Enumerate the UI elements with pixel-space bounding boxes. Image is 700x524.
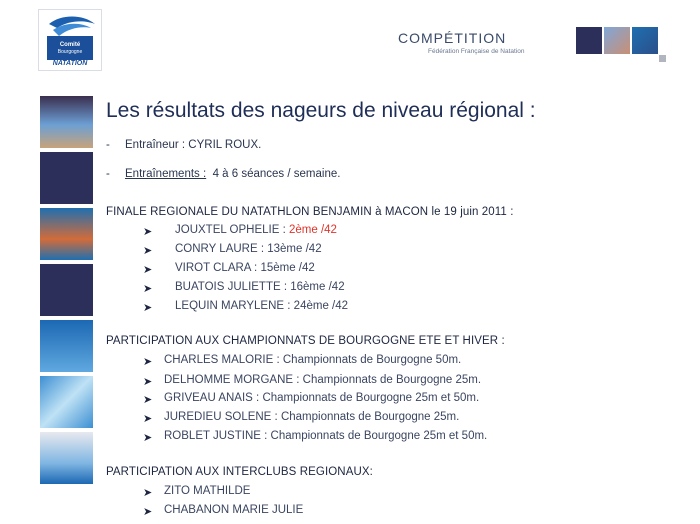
athlete-name: BUATOIS JULIETTE : <box>175 281 288 293</box>
athlete-name: GRIVEAU ANAIS : <box>164 392 260 404</box>
bullet-arrow-icon: ➤ <box>143 226 153 238</box>
bullet-arrow-icon: ➤ <box>143 487 153 499</box>
athlete-result: 24ème /42 <box>293 300 349 312</box>
athlete-result: 15ème /42 <box>260 262 315 274</box>
athlete-result: Championnats de Bourgogne 50m. <box>282 354 462 366</box>
list-item <box>164 392 479 404</box>
bullet-arrow-icon: ➤ <box>143 413 153 425</box>
photo-strip <box>40 96 93 484</box>
header-image-tiles <box>576 27 658 54</box>
list-item <box>164 430 487 442</box>
svg-text:Bourgogne: Bourgogne <box>57 49 83 55</box>
athlete-result: 2ème /42 <box>288 224 337 236</box>
trainings-line: - Entraînements : 4 à 6 séances / semaine. <box>106 168 341 180</box>
bullet-arrow-icon: ➤ <box>143 264 153 276</box>
federation-logo <box>38 9 102 71</box>
athlete-name: VIROT CLARA : <box>175 262 258 274</box>
athlete-name: JOUXTEL OPHELIE : <box>175 224 286 236</box>
list-item <box>164 411 459 423</box>
bullet-arrow-icon: ➤ <box>143 245 153 257</box>
athlete-result: 16ème /42 <box>290 281 345 293</box>
bullet-arrow-icon: ➤ <box>143 376 153 388</box>
section-heading-championnats: PARTICIPATION AUX CHAMPIONNATS DE BOURGOGNE ETE ET HIVER : <box>106 335 505 347</box>
svg-text:NATATION: NATATION <box>52 60 88 67</box>
coach-label: Entraîneur <box>125 139 179 151</box>
bullet-arrow-icon: ➤ <box>143 283 153 295</box>
athlete-result: Championnats de Bourgogne 25m et 50m. <box>262 392 480 404</box>
competition-label: COMPÉTITION <box>398 30 507 46</box>
list-item <box>175 281 345 293</box>
header-dot <box>659 55 666 62</box>
athlete-name: DELHOMME MORGANE : <box>164 374 300 386</box>
athlete-name: JUREDIEU SOLENE : <box>164 411 278 423</box>
athlete-name: CHARLES MALORIE : <box>164 354 280 366</box>
bullet-arrow-icon: ➤ <box>143 356 153 368</box>
page-title: Les résultats des nageurs de niveau régional : <box>106 99 536 122</box>
trainings-label: Entraînements : <box>125 168 207 180</box>
athlete-name: ZITO MATHILDE <box>164 485 251 497</box>
coach-value: : CYRIL ROUX. <box>178 139 262 151</box>
bullet-arrow-icon: ➤ <box>143 506 153 518</box>
coach-line: - Entraîneur : CYRIL ROUX. <box>106 139 262 151</box>
list-item <box>175 262 315 274</box>
athlete-name: CHABANON MARIE JULIE <box>164 504 304 516</box>
list-item <box>164 504 303 516</box>
federation-label: Fédération Française de Natation <box>428 48 525 55</box>
athlete-result: Championnats de Bourgogne 25m. <box>302 374 482 386</box>
list-item <box>175 243 322 255</box>
list-item <box>164 354 461 366</box>
section-heading-interclubs: PARTICIPATION AUX INTERCLUBS REGIONAUX: <box>106 466 373 478</box>
list-item <box>164 485 250 497</box>
bullet-arrow-icon: ➤ <box>143 302 153 314</box>
athlete-name: ROBLET JUSTINE : <box>164 430 268 442</box>
list-item <box>175 300 348 312</box>
bullet-arrow-icon: ➤ <box>143 394 153 406</box>
list-item <box>175 224 337 236</box>
svg-text:Comité: Comité <box>59 42 81 48</box>
athlete-result: Championnats de Bourgogne 25m. <box>280 411 460 423</box>
athlete-name: LEQUIN MARYLENE : <box>175 300 291 312</box>
athlete-name: CONRY LAURE : <box>175 243 265 255</box>
list-item <box>164 374 481 386</box>
athlete-result: 13ème /42 <box>267 243 322 255</box>
athlete-result: Championnats de Bourgogne 25m et 50m. <box>270 430 488 442</box>
section-heading-natathlon: FINALE REGIONALE DU NATATHLON BENJAMIN à MACON le 19 juin 2011 : <box>106 206 514 218</box>
trainings-value: 4 à 6 séances / semaine. <box>212 168 341 180</box>
bullet-arrow-icon: ➤ <box>143 432 153 444</box>
